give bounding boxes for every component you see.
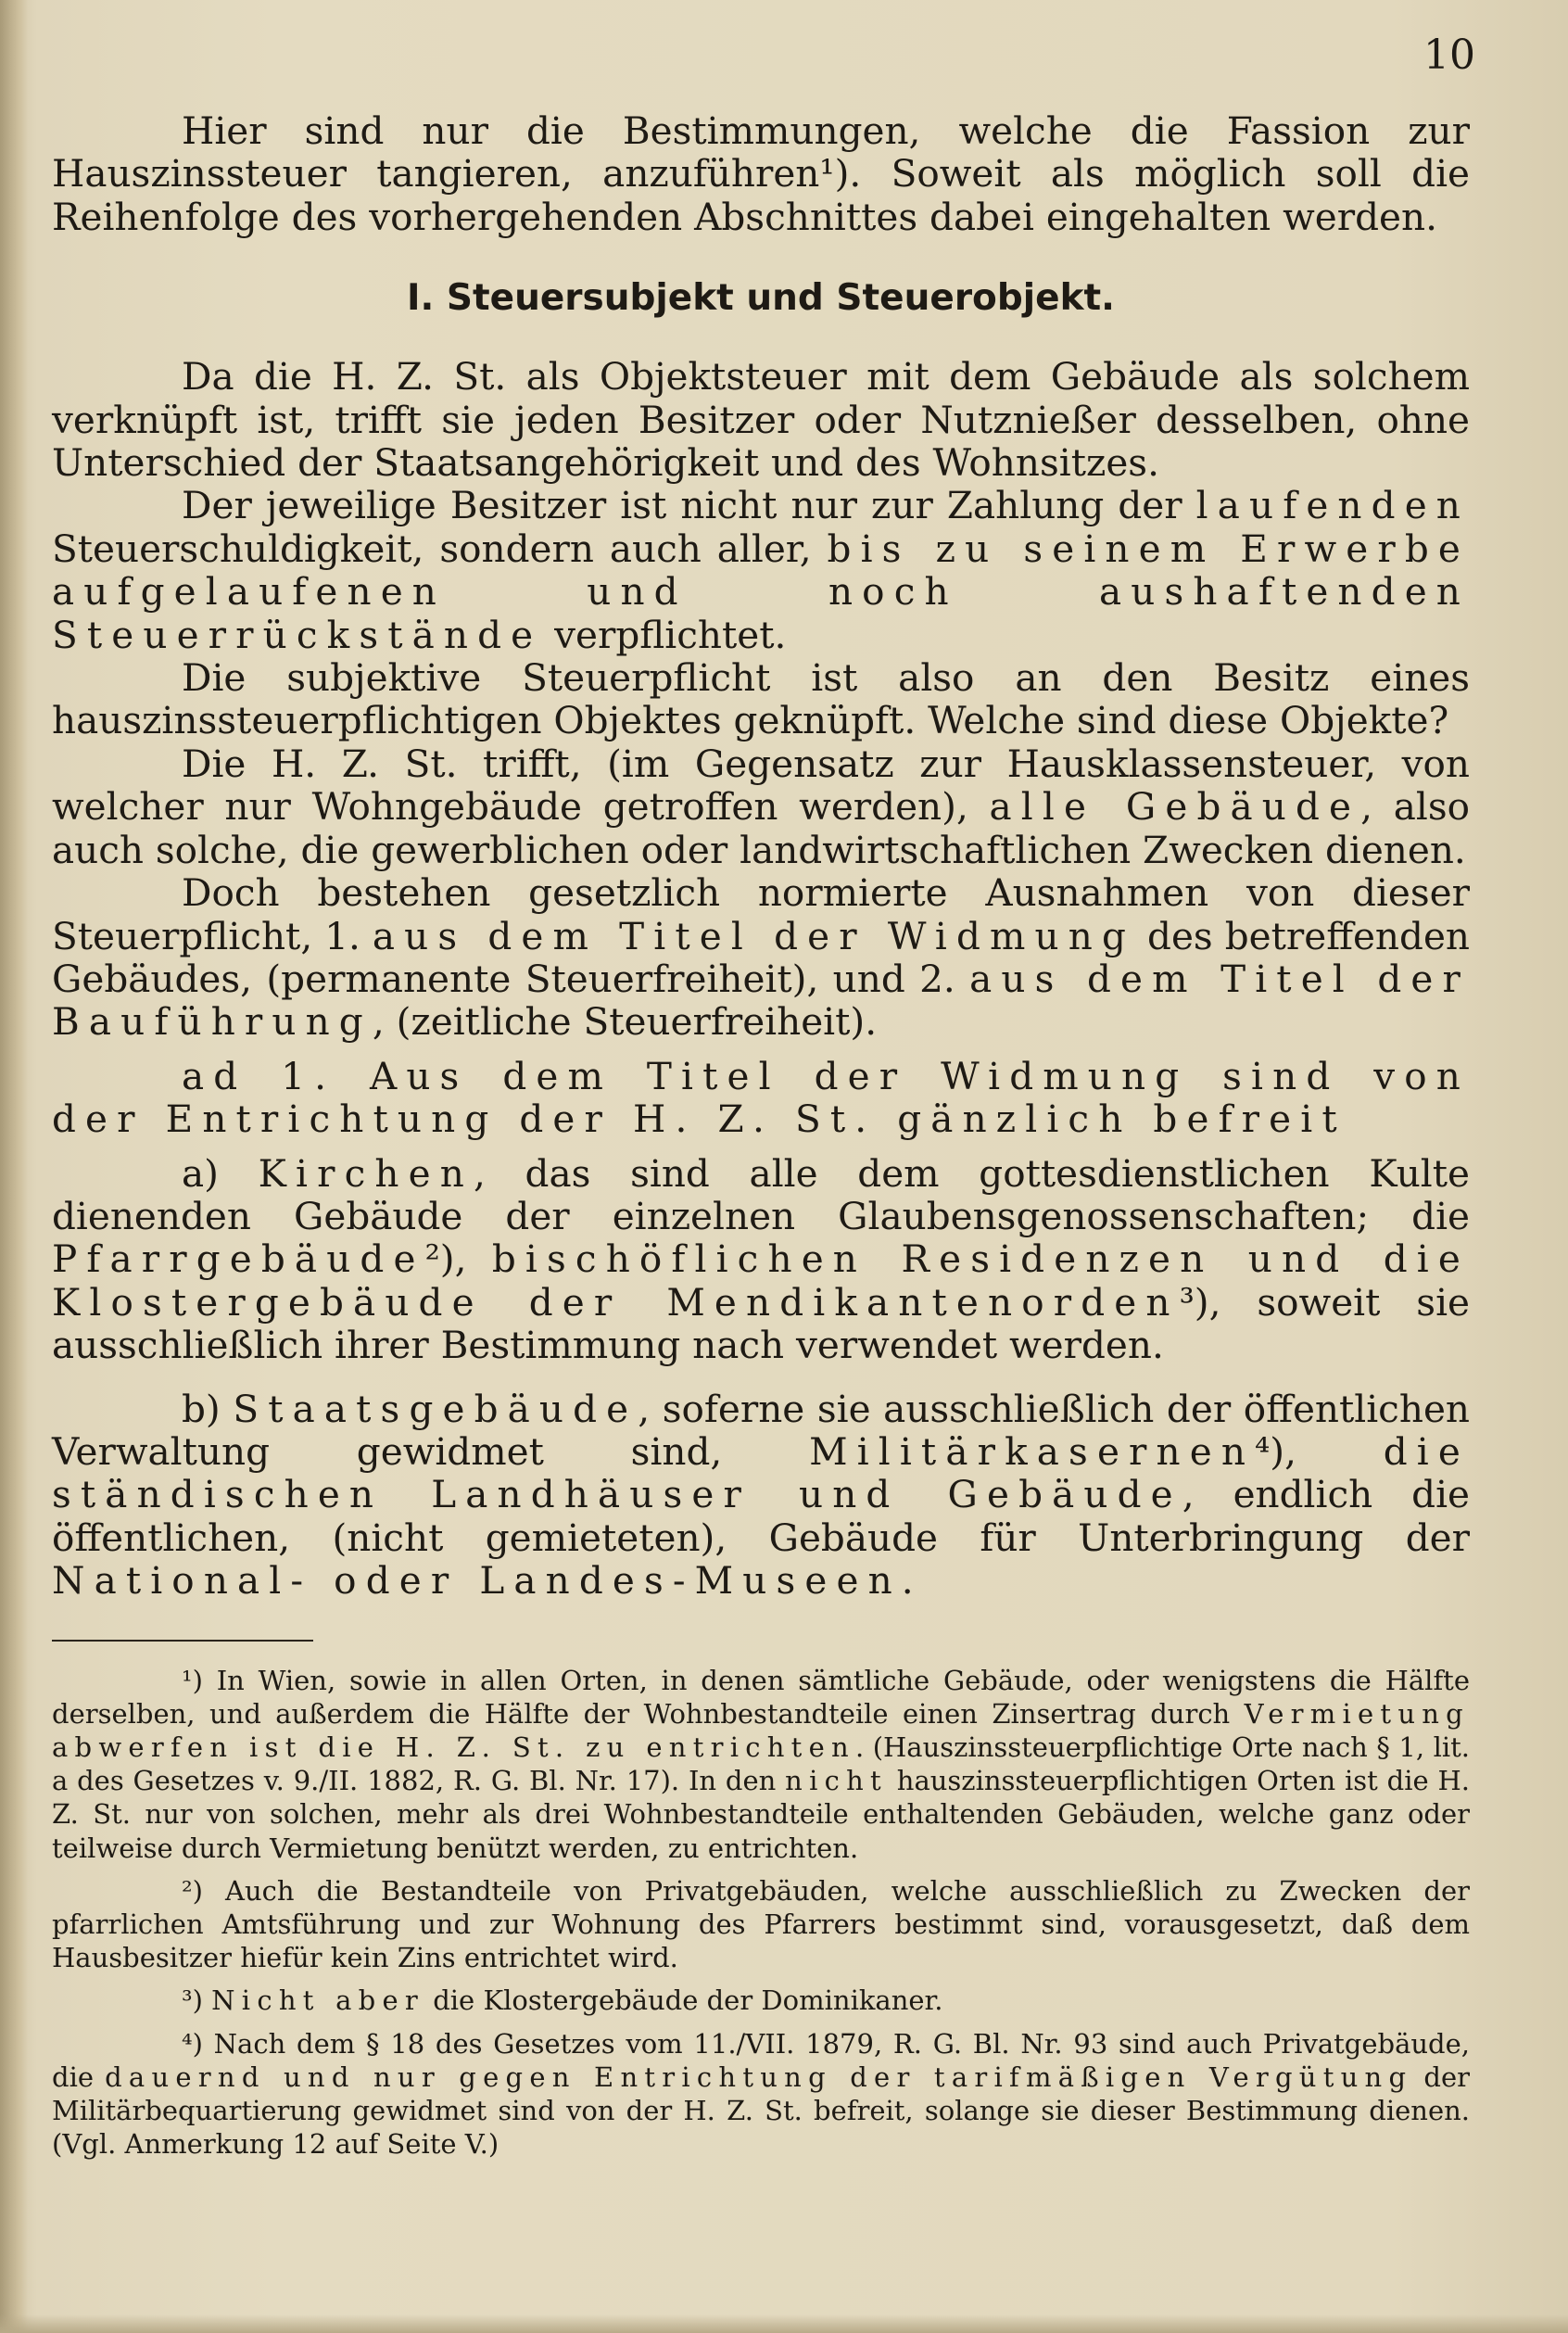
spaced-emphasis: Staatsgebäude (233, 1386, 639, 1431)
spaced-emphasis: Pfarrgebäude (52, 1236, 425, 1282)
spaced-emphasis: die ständischen Landhäuser und Gebäude (52, 1428, 1470, 1517)
text-run: ³), soweit sie ausschließlich ihrer Bestimmung nach verwendet werden. (52, 1279, 1470, 1368)
text-run: die Klostergebäude der Dominikaner. (424, 1984, 943, 2017)
paragraph-objekte (52, 742, 1470, 871)
text-run: , also auch solche, die gewerblichen oder landwirtschaftlichen Zwecken dienen. (52, 784, 1470, 872)
text-run: b) (182, 1386, 234, 1431)
spaced-emphasis: Nicht aber (211, 1984, 424, 2017)
text-run: Doch bestehen gesetzlich normierte Ausnahmen von dieser Steuerpflicht, 1. (52, 870, 1470, 958)
spaced-emphasis: bischöflichen Residenzen und die Klostergebäude der Mendikantenorden (52, 1236, 1470, 1325)
footnote-divider (52, 1640, 313, 1642)
intro-paragraph: Hier sind nur die Bestimmungen, welche die Fassion zur Hauszinssteuer tangieren, anzuführen¹). Soweit als möglich soll die Reihenfolge des vorhergehenden Abschnittes dabei eingehalten werden. (52, 108, 1470, 239)
text-run: Steuerschuldigkeit, sondern auch aller, (52, 526, 828, 571)
text-run: des betreffenden Gebäudes, (permanente Steuerfreiheit), und 2. (52, 913, 1470, 1001)
text-run: ⁴), (1255, 1428, 1384, 1474)
paragraph-subjektive-steuerpflicht: Die subjektive Steuerpflicht ist also an den Besitz eines hauszinssteuerpflichtigen Objektes geknüpft. Welche sind diese Objekte? (52, 655, 1470, 743)
paragraph-besitzer (52, 484, 1470, 656)
page-number: 10 (1423, 32, 1475, 79)
section-heading: I. Steuersubjekt und Steuerobjekt. (407, 277, 1115, 320)
footnote-3 (52, 1984, 1470, 2017)
text-run: hauszinssteuerpflichtigen Orten ist die H. Z. St. nur von solchen, mehr als drei Wohnbestandteile enthaltenden Gebäuden, welche ganz oder teilweise durch Vermietung benützt werden, zu entrichten. (52, 1765, 1470, 1864)
page-bottom-edge (0, 2314, 1568, 2333)
spaced-emphasis: aus dem Titel der Bauführung (52, 956, 1470, 1045)
page-content (52, 109, 1470, 2170)
text-run: ⁴) Nach dem § 18 des Gesetzes vom 11./VII. 1879, R. G. Bl. Nr. 93 sind auch Privatgebäude, die (52, 2027, 1470, 2093)
text-run: der Militärbequartierung gewidmet sind von der H. Z. St. befreit, solange sie dieser Bestimmung dienen. (Vgl. Anmerkung 12 auf Seite V.) (52, 2060, 1470, 2161)
text-run: ³) (182, 1984, 212, 2017)
paragraph-a-kirchen (52, 1152, 1470, 1367)
paragraph-ad-1: ad 1. Aus dem Titel der Widmung sind von der Entrichtung der H. Z. St. gänzlich befreit (52, 1053, 1470, 1142)
text-run: Die H. Z. St. trifft, (im Gegensatz zur Hausklassensteuer, von welcher nur Wohngebäude getroffen werden), (52, 741, 1470, 830)
text-run: , endlich die öffentlichen, (nicht gemieteten), Gebäude für Unterbringung der (52, 1472, 1471, 1560)
text-run: , soferne sie ausschließlich der öffentlichen Verwaltung gewidmet sind, (52, 1386, 1470, 1474)
text-run: a) (182, 1150, 259, 1196)
spaced-emphasis: dauernd und nur gegen Entrichtung der tarifmäßigen Vergütung (105, 2060, 1413, 2093)
spaced-emphasis: alle Gebäude (989, 784, 1361, 830)
text-run: , das sind alle dem gottesdienstlichen Kulte dienenden Gebäude der einzelnen Glaubensgenossenschaften; die (52, 1150, 1470, 1238)
spaced-emphasis: laufenden (1195, 483, 1470, 528)
text-run: Der jeweilige Besitzer ist nicht nur zur Zahlung der (182, 483, 1196, 528)
spaced-emphasis: nicht (785, 1765, 888, 1797)
spaced-emphasis: Militärkasernen (809, 1428, 1256, 1474)
spaced-emphasis: National- oder Landes-Museen (52, 1558, 902, 1604)
text-run: . (Hauszinssteuerpflichtige Orte nach § 1, lit. a des Gesetzes v. 9./II. 1882, R. G. Bl. Nr. 17). In den (52, 1731, 1471, 1797)
footnote-1 (52, 1664, 1470, 1865)
text-run: verpflichtet. (542, 612, 787, 657)
paragraph-steuersubjekt: Da die H. Z. St. als Objektsteuer mit dem Gebäude als solchem verknüpft ist, trifft sie jeden Besitzer oder Nutznießer desselben, ohne Unterschied der Staatsangehörigkeit und des Wohnsitzes. (52, 354, 1470, 486)
text-run: . (901, 1558, 914, 1604)
text-run: ²), (424, 1236, 492, 1282)
footnote-4 (52, 2027, 1470, 2162)
spaced-emphasis: Kirchen (258, 1150, 474, 1196)
text-run: , (zeitliche Steuerfreiheit). (372, 999, 878, 1045)
paragraph-ausnahmen (52, 871, 1470, 1044)
spaced-emphasis: Vermietung abwerfen ist die H. Z. St. zu entrichten (52, 1697, 1470, 1763)
paragraph-b-staatsgebaeude (52, 1388, 1470, 1603)
text-run: ¹) In Wien, sowie in allen Orten, in denen sämtliche Gebäude, oder wenigstens die Hälfte derselben, und außerdem die Hälfte der Wohnbestandteile einen Zinsertrag durch (52, 1664, 1470, 1730)
spaced-emphasis: bis zu seinem Erwerbe aufgelaufenen und noch aushaftenden Steuerrückstände (52, 526, 1470, 657)
book-spine-shadow (0, 0, 28, 2333)
footnote-2: ²) Auch die Bestandteile von Privatgebäuden, welche ausschließlich zu Zwecken der pfarrlichen Amtsführung und zur Wohnung des Pfarrers bestimmt sind, vorausgesetzt, daß dem Hausbesitzer hiefür kein Zins entrichtet wird. (52, 1874, 1470, 1974)
spaced-emphasis: aus dem Titel der Widmung (372, 913, 1136, 958)
